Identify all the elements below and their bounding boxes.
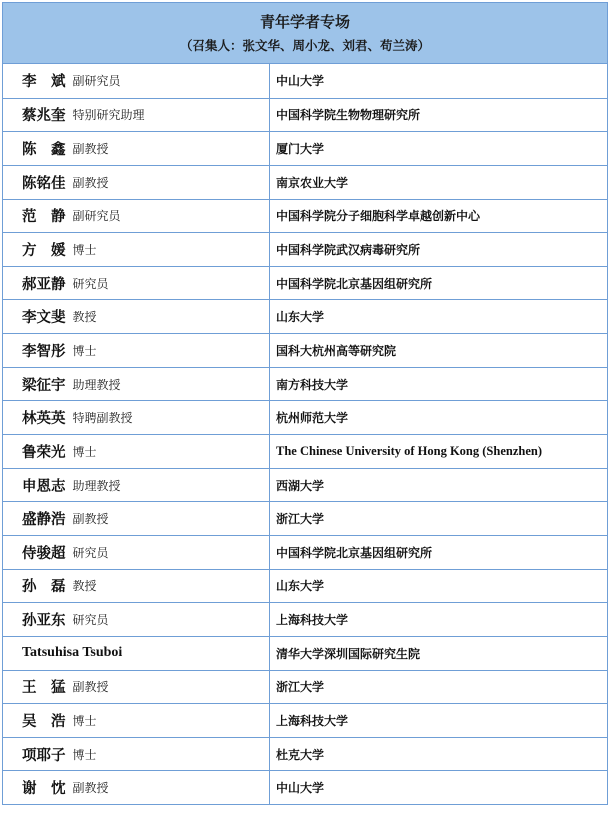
table-row: [3, 400, 607, 434]
speaker-name: 梁征宇: [22, 377, 66, 394]
speaker-cell: [3, 401, 270, 434]
table-row: [3, 535, 607, 569]
speaker-position: 研究员: [72, 613, 109, 628]
speaker-position: 特别研究助理: [72, 108, 145, 123]
speaker-position: 副教授: [72, 781, 109, 796]
speaker-name: 林英英: [22, 411, 66, 428]
table-row: [3, 299, 607, 333]
institution-cell: 西湖大学: [276, 478, 325, 493]
speaker-position: 研究员: [72, 276, 109, 291]
institution-cell: 清华大学深圳国际研究生院: [276, 646, 421, 661]
speaker-position: 博士: [72, 747, 97, 762]
institution-cell: 中国科学院生物物理研究所: [276, 108, 421, 123]
institution-cell: 中国科学院分子细胞科学卓越创新中心: [276, 209, 481, 224]
session-title: 青年学者专场: [259, 13, 350, 31]
speaker-name: 王 猛: [22, 680, 66, 697]
institution-cell: 上海科技大学: [276, 713, 349, 728]
institution-cell: 山东大学: [276, 579, 325, 594]
speaker-cell: [3, 469, 270, 502]
speaker-name: 申恩志: [22, 478, 66, 495]
speaker-name: Tatsuhisa Tsuboi: [22, 645, 123, 661]
speaker-name: 郝亚静: [22, 276, 66, 293]
speaker-position: 助理教授: [72, 377, 121, 392]
speaker-position: 副教授: [72, 680, 109, 695]
institution-cell: 上海科技大学: [276, 613, 349, 628]
speaker-cell: [3, 671, 270, 704]
institution-cell: 杜克大学: [276, 747, 325, 762]
table-row: [3, 367, 607, 401]
table-header: [3, 3, 607, 64]
speaker-name: 蔡兆奎: [22, 108, 66, 125]
table-row: [3, 602, 607, 636]
speaker-name: 孙 磊: [22, 579, 66, 596]
table-body: [3, 64, 607, 804]
institution-cell: 中国科学院武汉病毒研究所: [276, 243, 421, 258]
table-row: [3, 703, 607, 737]
speaker-cell: [3, 267, 270, 300]
speaker-cell: [3, 637, 270, 670]
table-row: [3, 737, 607, 771]
speaker-cell: [3, 200, 270, 233]
speaker-position: 博士: [72, 713, 97, 728]
speaker-name: 鲁荣光: [22, 444, 66, 461]
institution-cell: 中国科学院北京基因组研究所: [276, 276, 433, 291]
speaker-name: 李智彤: [22, 343, 66, 360]
table-row: [3, 266, 607, 300]
speaker-name: 吴 浩: [22, 713, 66, 730]
speaker-position: 副教授: [72, 175, 109, 190]
table-row: [3, 434, 607, 468]
table-row: [3, 468, 607, 502]
table-row: [3, 131, 607, 165]
institution-cell: 中山大学: [276, 781, 325, 796]
institution-cell: The Chinese University of Hong Kong (Shenzhen): [276, 443, 542, 458]
speaker-cell: [3, 166, 270, 199]
speaker-name: 李 斌: [22, 74, 66, 91]
speaker-cell: [3, 64, 270, 98]
institution-cell: 国科大杭州高等研究院: [276, 343, 397, 358]
speaker-position: 博士: [72, 444, 97, 459]
table-row: [3, 670, 607, 704]
speaker-cell: [3, 132, 270, 165]
table-row: [3, 232, 607, 266]
speaker-name: 范 静: [22, 209, 66, 226]
table-row: [3, 165, 607, 199]
conveners-line: （召集人：张文华、周小龙、刘君、苟兰涛）: [179, 38, 430, 53]
institution-cell: 杭州师范大学: [276, 411, 349, 426]
speaker-name: 项耶子: [22, 747, 66, 764]
speaker-name: 谢 忱: [22, 781, 66, 798]
speaker-cell: [3, 435, 270, 468]
speaker-position: 博士: [72, 343, 97, 358]
speaker-cell: [3, 771, 270, 804]
table-row: [3, 333, 607, 367]
speaker-position: 副研究员: [72, 74, 121, 89]
speaker-name: 盛静浩: [22, 512, 66, 529]
speaker-position: 教授: [72, 579, 97, 594]
speaker-name: 陈 鑫: [22, 142, 66, 159]
speaker-position: 教授: [72, 310, 97, 325]
speaker-cell: [3, 738, 270, 771]
table-row: [3, 770, 607, 804]
speaker-cell: [3, 300, 270, 333]
speaker-table: [2, 2, 608, 805]
speaker-name: 陈铭佳: [22, 175, 66, 192]
institution-cell: 中国科学院北京基因组研究所: [276, 545, 433, 560]
speaker-cell: [3, 334, 270, 367]
table-row: [3, 64, 607, 98]
speaker-cell: [3, 368, 270, 401]
table-row: [3, 199, 607, 233]
speaker-position: 博士: [72, 243, 97, 258]
institution-cell: 南京农业大学: [276, 175, 349, 190]
speaker-cell: [3, 603, 270, 636]
table-row: [3, 501, 607, 535]
speaker-name: 侍骏超: [22, 545, 66, 562]
speaker-cell: [3, 99, 270, 132]
speaker-cell: [3, 704, 270, 737]
speaker-name: 方 媛: [22, 243, 66, 260]
speaker-cell: [3, 570, 270, 603]
speaker-position: 副教授: [72, 512, 109, 527]
institution-cell: 浙江大学: [276, 680, 325, 695]
speaker-cell: [3, 502, 270, 535]
speaker-position: 副教授: [72, 142, 109, 157]
table-row: [3, 98, 607, 132]
speaker-position: 副研究员: [72, 209, 121, 224]
institution-cell: 山东大学: [276, 310, 325, 325]
table-row: [3, 636, 607, 670]
institution-cell: 南方科技大学: [276, 377, 349, 392]
speaker-cell: [3, 536, 270, 569]
speaker-cell: [3, 233, 270, 266]
institution-cell: 浙江大学: [276, 512, 325, 527]
institution-cell: 厦门大学: [276, 142, 325, 157]
institution-cell: 中山大学: [276, 74, 325, 89]
speaker-position: 助理教授: [72, 478, 121, 493]
speaker-name: 孙亚东: [22, 613, 66, 630]
speaker-position: 特聘副教授: [72, 411, 133, 426]
speaker-name: 李文斐: [22, 310, 66, 327]
speaker-position: 研究员: [72, 545, 109, 560]
table-row: [3, 569, 607, 603]
